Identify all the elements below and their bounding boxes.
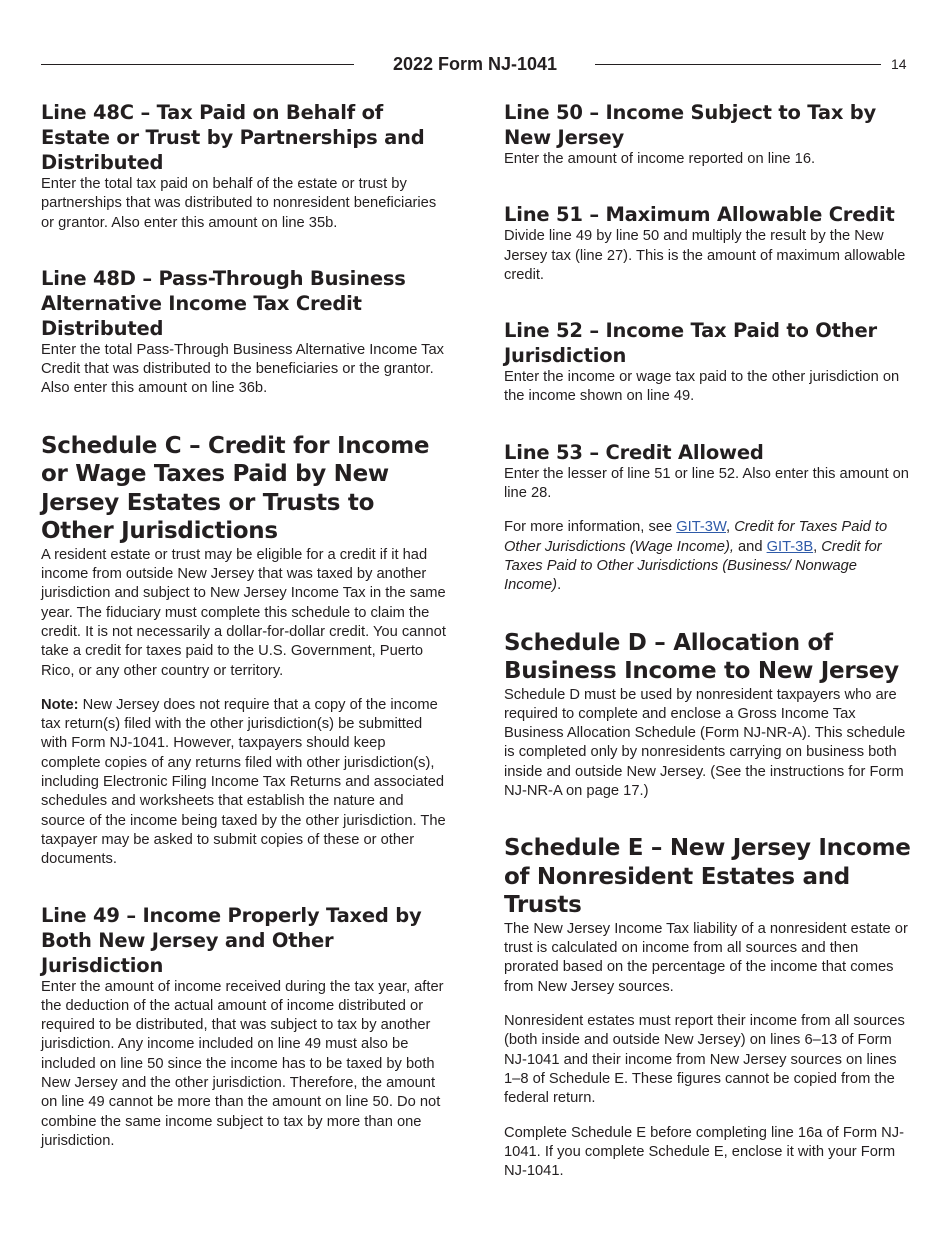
note-body: New Jersey does not require that a copy of the income tax return(s) filed with the other jurisdiction(s) be submitted with Form NJ-1041. However, taxpayers should keep complete copies of any returns filed with other jurisdiction(s), including Electronic Filing Income Tax Returns and associated schedules and worksheets that establish the nature and source of the income being taxed by the other jurisdiction. The taxpayer may be asked to submit copies of these or other documents. — [41, 696, 446, 868]
line-53-body: Enter the lesser of line 51 or line 52. Also enter this amount on line 28. — [504, 465, 909, 502]
header-rule-right — [595, 64, 881, 65]
line-48c-body: Enter the total tax paid on behalf of the estate or trust by partnerships that was distributed to nonresident beneficiaries or grantor. Also enter this amount on line 35b. — [41, 176, 437, 231]
line-50-body: Enter the amount of income reported on line 16. — [504, 151, 816, 167]
line-48c-heading: Line 48C – Tax Paid on Behalf of Estate or Trust by Partnerships and Distributed — [41, 101, 425, 174]
schedule-e-body-1: The New Jersey Income Tax liability of a nonresident estate or trust is calculated on income from all sources and then prorated based on the percentage of the income that comes from New Jersey sources. — [504, 920, 908, 995]
schedule-c-heading: Schedule C – Credit for Income or Wage Taxes Paid by New Jersey Estates or Trusts to Other Jurisdictions — [41, 432, 430, 545]
line-52-heading: Line 52 – Income Tax Paid to Other Jurisdiction — [504, 319, 877, 368]
schedule-d-body: Schedule D must be used by nonresident taxpayers who are required to complete and enclose a Gross Income Tax Business Allocation Schedule (Form NJ-NR-A). This schedule is completed only by nonresidents carrying on business both inside and outside New Jersey. (See the instructions for Form NJ-NR-A on page 17.) — [504, 686, 906, 800]
line-50-heading: Line 50 – Income Subject to Tax by New Jersey — [504, 101, 877, 149]
schedule-c-note — [41, 696, 448, 870]
more-info-comma: , — [726, 519, 735, 536]
git-3w-title: Credit for Taxes Paid to Other Jurisdictions (Wage Income), — [504, 519, 888, 555]
note-label: Note: — [41, 696, 79, 713]
more-info-prefix: For more information, see — [504, 519, 677, 536]
line-48d-heading: Line 48D – Pass-Through Business Alternative Income Tax Credit Distributed — [41, 266, 406, 340]
page-title: 2022 Form NJ-1041 — [392, 54, 558, 74]
more-info-paragraph — [504, 518, 911, 595]
line-52-body: Enter the income or wage tax paid to the other jurisdiction on the income shown on line 49. — [504, 369, 900, 405]
more-info-comma2: , — [813, 538, 818, 555]
page-number: 14 — [891, 56, 907, 72]
git-3w-link[interactable]: GIT-3W — [676, 519, 727, 536]
line-51-body: Divide line 49 by line 50 and multiply the result by the New Jersey tax (line 27). This is the amount of maximum allowable credit. — [504, 228, 906, 283]
schedule-e-body-2: Nonresident estates must report their income from all sources (both inside and outside New Jersey) on lines 6–13 of Form NJ-1041 and their income from New Jersey sources on lines 1–8 of Schedule E. These figures cannot be copied from the federal return. — [504, 1013, 905, 1107]
more-info-and: and — [733, 538, 767, 555]
schedule-c-body: A resident estate or trust may be eligible for a credit if it had income from outside New Jersey that was taxed by another jurisdiction and subject to New Jersey Income Tax in the same year. The fiduciary must complete this schedule to claim the credit. It is not necessarily a dollar-for-dollar credit. You cannot take a credit for taxes paid to the U.S. Government, Puerto Rico, or any other country or territory. — [41, 546, 446, 679]
line-48d-body: Enter the total Pass-Through Business Alternative Income Tax Credit that was distributed to the beneficiaries or the grantor. Also enter this amount on line 36b. — [41, 341, 445, 397]
line-49-heading: Line 49 – Income Properly Taxed by Both New Jersey and Other Jurisdiction — [41, 903, 422, 977]
schedule-d-heading: Schedule D – Allocation of Business Income to New Jersey — [504, 629, 899, 685]
schedule-e-heading: Schedule E – New Jersey Income of Nonresident Estates and Trusts — [504, 835, 911, 919]
left-column — [41, 100, 448, 1151]
line-53-heading: Line 53 – Credit Allowed — [504, 440, 764, 464]
line-51-heading: Line 51 – Maximum Allowable Credit — [504, 203, 895, 227]
more-info-end: . — [557, 577, 562, 594]
git-3b-title: Credit for Taxes Paid to Other Jurisdictions (Business/ Nonwage Income) — [504, 538, 882, 594]
schedule-e-body-3: Complete Schedule E before completing line 16a of Form NJ-1041. If you complete Schedule E, enclose it with your Form NJ-1041. — [504, 1124, 905, 1180]
line-49-body: Enter the amount of income received during the tax year, after the deduction of the actual amount of income distributed or required to be distributed, that was subject to tax by another jurisdiction. Any income included on line 49 must also be included on line 50 since the income has to be taxed by both New Jersey and the other jurisdiction. Therefore, the amount on line 49 cannot be more than the amount on line 50. Do not combine the same income subject to tax by more than one jurisdiction. — [41, 978, 444, 1149]
header-rule-left — [41, 64, 354, 65]
git-3b-link[interactable]: GIT-3B — [766, 538, 814, 555]
right-column — [504, 100, 911, 1181]
